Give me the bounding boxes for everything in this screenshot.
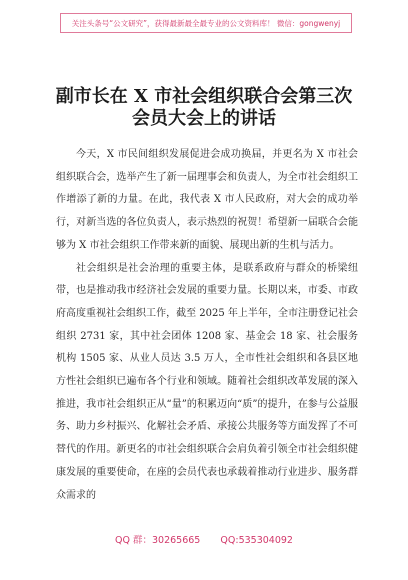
header-banner-text: 关注头条号“公文研究”，获得最新最全最专业的公文资料库！ 微信：gongwenyj	[71, 18, 341, 28]
document-title-line2: 会员大会上的讲话	[132, 108, 276, 129]
paragraph-1: 今天，X 市民间组织发展促进会成功换届，并更名为 X 市社会组织联合会，选举产生了新一届理事会和负责人，为全市社会组织工作增添了新的力量。在此，我代表 X 市人民政府，对大会的成功举行，对新当选的各位负责人，表示热烈的祝贺！希望新一届联合会能够为 X 市社会组织工作带来新的面貌、展现出新的生机与活力。	[56, 149, 358, 251]
qq-group-label: QQ 群：	[115, 535, 152, 546]
qq-label: QQ:	[220, 535, 239, 546]
qq-number: 535304092	[238, 535, 293, 546]
footer-contact	[0, 532, 408, 546]
qq-group-number: 30265665	[152, 535, 201, 546]
header-banner	[60, 13, 352, 33]
document-body	[56, 144, 358, 507]
document-title-line1: 副市长在 X 市社会组织联合会第三次	[55, 86, 353, 107]
paragraph-2: 社会组织是社会治理的重要主体，是联系政府与群众的桥梁纽带，也是推动我市经济社会发展的重要力量。长期以来，市委、市政府高度重视社会组织工作，截至 2025 年上半年，全市注册登记社会组织 2731 家，其中社会团体 1208 家、基金会 18 家、社会服务机构 1505 家、从业人员达 3.5 万人，全市性社会组织和各县区地方性社会组织已遍布各个行业和领域。随着社会组织改革发展的深入推进，我市社会组织正从“量”的积累迈向“质”的提升，在参与公益服务、助力乡村振兴、化解社会矛盾、承接公共服务等方面发挥了不可替代的作用。新更名的市社会组织联合会肩负着引领全市社会组织健康发展的重要使命，在座的会员代表也承载着推动行业进步、服务群众需求的	[56, 262, 358, 501]
